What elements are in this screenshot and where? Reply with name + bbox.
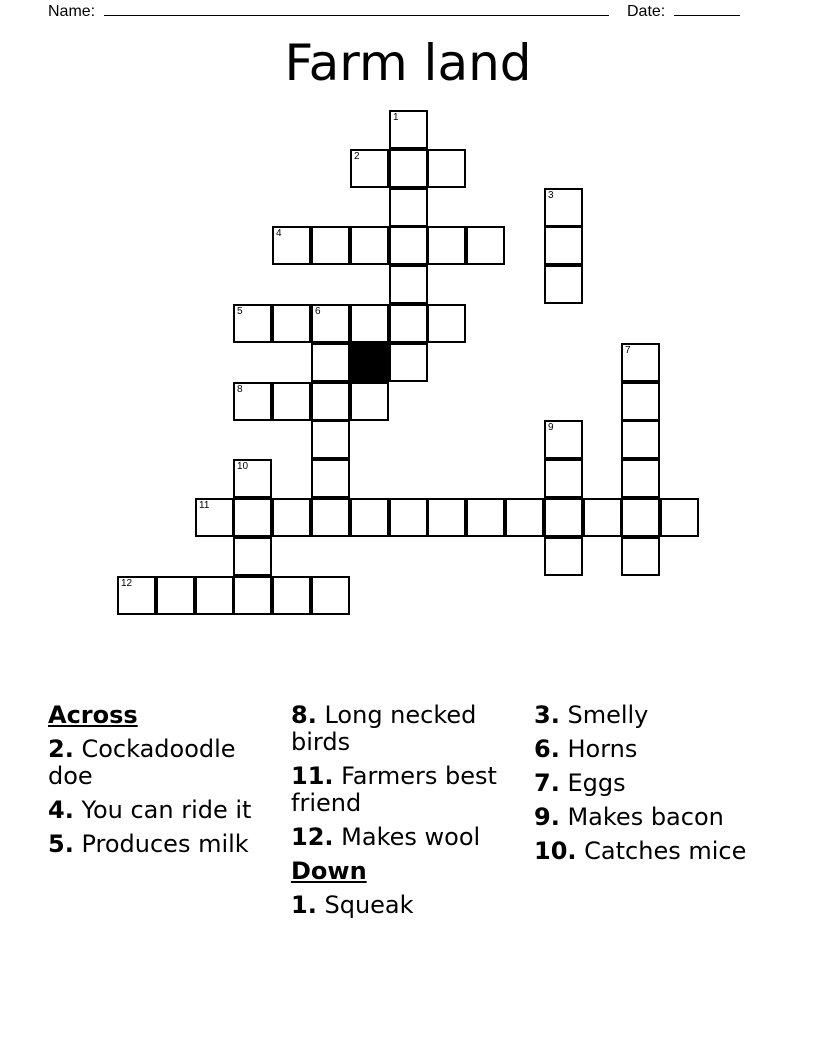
crossword-cell[interactable] — [195, 576, 234, 615]
clue-number: 2. — [48, 735, 74, 763]
crossword-cell[interactable] — [350, 498, 389, 537]
crossword-cell[interactable] — [272, 498, 311, 537]
clue-number: 10. — [534, 837, 577, 865]
across-heading: Across — [48, 701, 138, 729]
crossword-cell[interactable] — [544, 537, 583, 576]
clue-number-label: 4 — [276, 228, 282, 239]
crossword-cell[interactable] — [311, 576, 350, 615]
crossword-cell[interactable] — [427, 304, 466, 343]
clue-number: 4. — [48, 796, 74, 824]
clue-across — [48, 736, 278, 790]
crossword-cell[interactable] — [156, 576, 195, 615]
crossword-cell[interactable] — [350, 304, 389, 343]
crossword-cell[interactable] — [427, 226, 466, 265]
crossword-cell[interactable] — [544, 420, 583, 459]
crossword-cell[interactable] — [505, 498, 544, 537]
crossword-block — [350, 343, 389, 382]
crossword-cell[interactable] — [466, 226, 505, 265]
clue-across — [291, 824, 521, 851]
crossword-cell[interactable] — [621, 382, 660, 421]
crossword-cell[interactable] — [311, 420, 350, 459]
crossword-cell[interactable] — [621, 420, 660, 459]
clue-across — [291, 702, 521, 756]
crossword-cell[interactable] — [389, 226, 428, 265]
crossword-cell[interactable] — [621, 537, 660, 576]
clue-text: Horns — [567, 735, 638, 763]
crossword-cell[interactable] — [389, 149, 428, 188]
crossword-cell[interactable] — [311, 304, 350, 343]
crossword-cell[interactable] — [544, 459, 583, 498]
clue-number: 9. — [534, 803, 560, 831]
crossword-cell[interactable] — [350, 226, 389, 265]
crossword-cell[interactable] — [427, 149, 466, 188]
clue-number-label: 6 — [315, 306, 321, 317]
clue-down — [291, 892, 521, 919]
clue-across — [48, 831, 278, 858]
crossword-cell[interactable] — [233, 304, 272, 343]
clue-number-label: 10 — [237, 461, 249, 472]
clue-text: Catches mice — [584, 837, 747, 865]
name-label: Name: — [48, 3, 96, 20]
crossword-cell[interactable] — [272, 226, 311, 265]
crossword-cell[interactable] — [117, 576, 156, 615]
clue-column-2 — [291, 702, 521, 926]
crossword-cell[interactable] — [583, 498, 622, 537]
clue-number: 5. — [48, 830, 74, 858]
crossword-cell[interactable] — [389, 304, 428, 343]
down-heading: Down — [291, 857, 367, 885]
crossword-cell[interactable] — [544, 498, 583, 537]
crossword-cell[interactable] — [389, 265, 428, 304]
crossword-cell[interactable] — [621, 498, 660, 537]
crossword-cell[interactable] — [233, 537, 272, 576]
crossword-cell[interactable] — [660, 498, 699, 537]
clue-number-label: 2 — [354, 151, 360, 162]
crossword-cell[interactable] — [195, 498, 234, 537]
crossword-cell[interactable] — [389, 110, 428, 149]
crossword-cell[interactable] — [466, 498, 505, 537]
crossword-cell[interactable] — [427, 498, 466, 537]
clue-text: Smelly — [567, 701, 649, 729]
clue-number-label: 9 — [548, 422, 554, 433]
crossword-cell[interactable] — [272, 382, 311, 421]
clue-text: Produces milk — [81, 830, 249, 858]
clue-text: Cockadoodle doe — [48, 735, 236, 790]
crossword-cell[interactable] — [233, 576, 272, 615]
crossword-cell[interactable] — [311, 498, 350, 537]
clue-number-label: 5 — [237, 306, 243, 317]
clue-number: 6. — [534, 735, 560, 763]
clue-number: 11. — [291, 762, 334, 790]
crossword-cell[interactable] — [544, 265, 583, 304]
clue-text: Makes wool — [341, 823, 481, 851]
clue-down — [534, 702, 764, 729]
page-title: Farm land — [284, 34, 532, 92]
clue-number-label: 7 — [625, 345, 631, 356]
crossword-cell[interactable] — [311, 343, 350, 382]
clue-number-label: 12 — [121, 578, 133, 589]
crossword-cell[interactable] — [350, 149, 389, 188]
clue-text: Squeak — [324, 891, 414, 919]
crossword-cell[interactable] — [233, 459, 272, 498]
clue-number-label: 1 — [393, 112, 399, 123]
clue-column-3 — [534, 702, 764, 872]
crossword-cell[interactable] — [389, 498, 428, 537]
clue-down — [534, 736, 764, 763]
clue-down — [534, 770, 764, 797]
clue-number: 12. — [291, 823, 334, 851]
crossword-cell[interactable] — [389, 343, 428, 382]
clue-text: Makes bacon — [567, 803, 724, 831]
clue-number: 3. — [534, 701, 560, 729]
crossword-cell[interactable] — [544, 188, 583, 227]
clue-down — [534, 804, 764, 831]
clue-text: Eggs — [567, 769, 626, 797]
crossword-cell[interactable] — [272, 304, 311, 343]
clue-text: Farmers best friend — [291, 762, 497, 817]
clue-text: Long necked birds — [291, 701, 477, 756]
clue-text: You can ride it — [81, 796, 252, 824]
crossword-cell[interactable] — [311, 459, 350, 498]
clue-number: 7. — [534, 769, 560, 797]
clue-number: 1. — [291, 891, 317, 919]
crossword-cell[interactable] — [621, 459, 660, 498]
clue-across — [48, 797, 278, 824]
crossword-cell[interactable] — [311, 226, 350, 265]
clue-number-label: 11 — [199, 500, 210, 511]
crossword-cell[interactable] — [233, 498, 272, 537]
crossword-cell[interactable] — [389, 188, 428, 227]
crossword-cell[interactable] — [311, 382, 350, 421]
clue-number-label: 3 — [548, 190, 554, 201]
crossword-cell[interactable] — [544, 226, 583, 265]
clue-across — [291, 763, 521, 817]
date-label: Date: — [627, 3, 666, 20]
crossword-cell[interactable] — [272, 576, 311, 615]
clue-column-1 — [48, 702, 278, 865]
crossword-cell[interactable] — [621, 343, 660, 382]
crossword-cell[interactable] — [350, 382, 389, 421]
clue-number: 8. — [291, 701, 317, 729]
clue-number-label: 8 — [237, 384, 243, 395]
clue-down — [534, 838, 764, 865]
crossword-cell[interactable] — [233, 382, 272, 421]
